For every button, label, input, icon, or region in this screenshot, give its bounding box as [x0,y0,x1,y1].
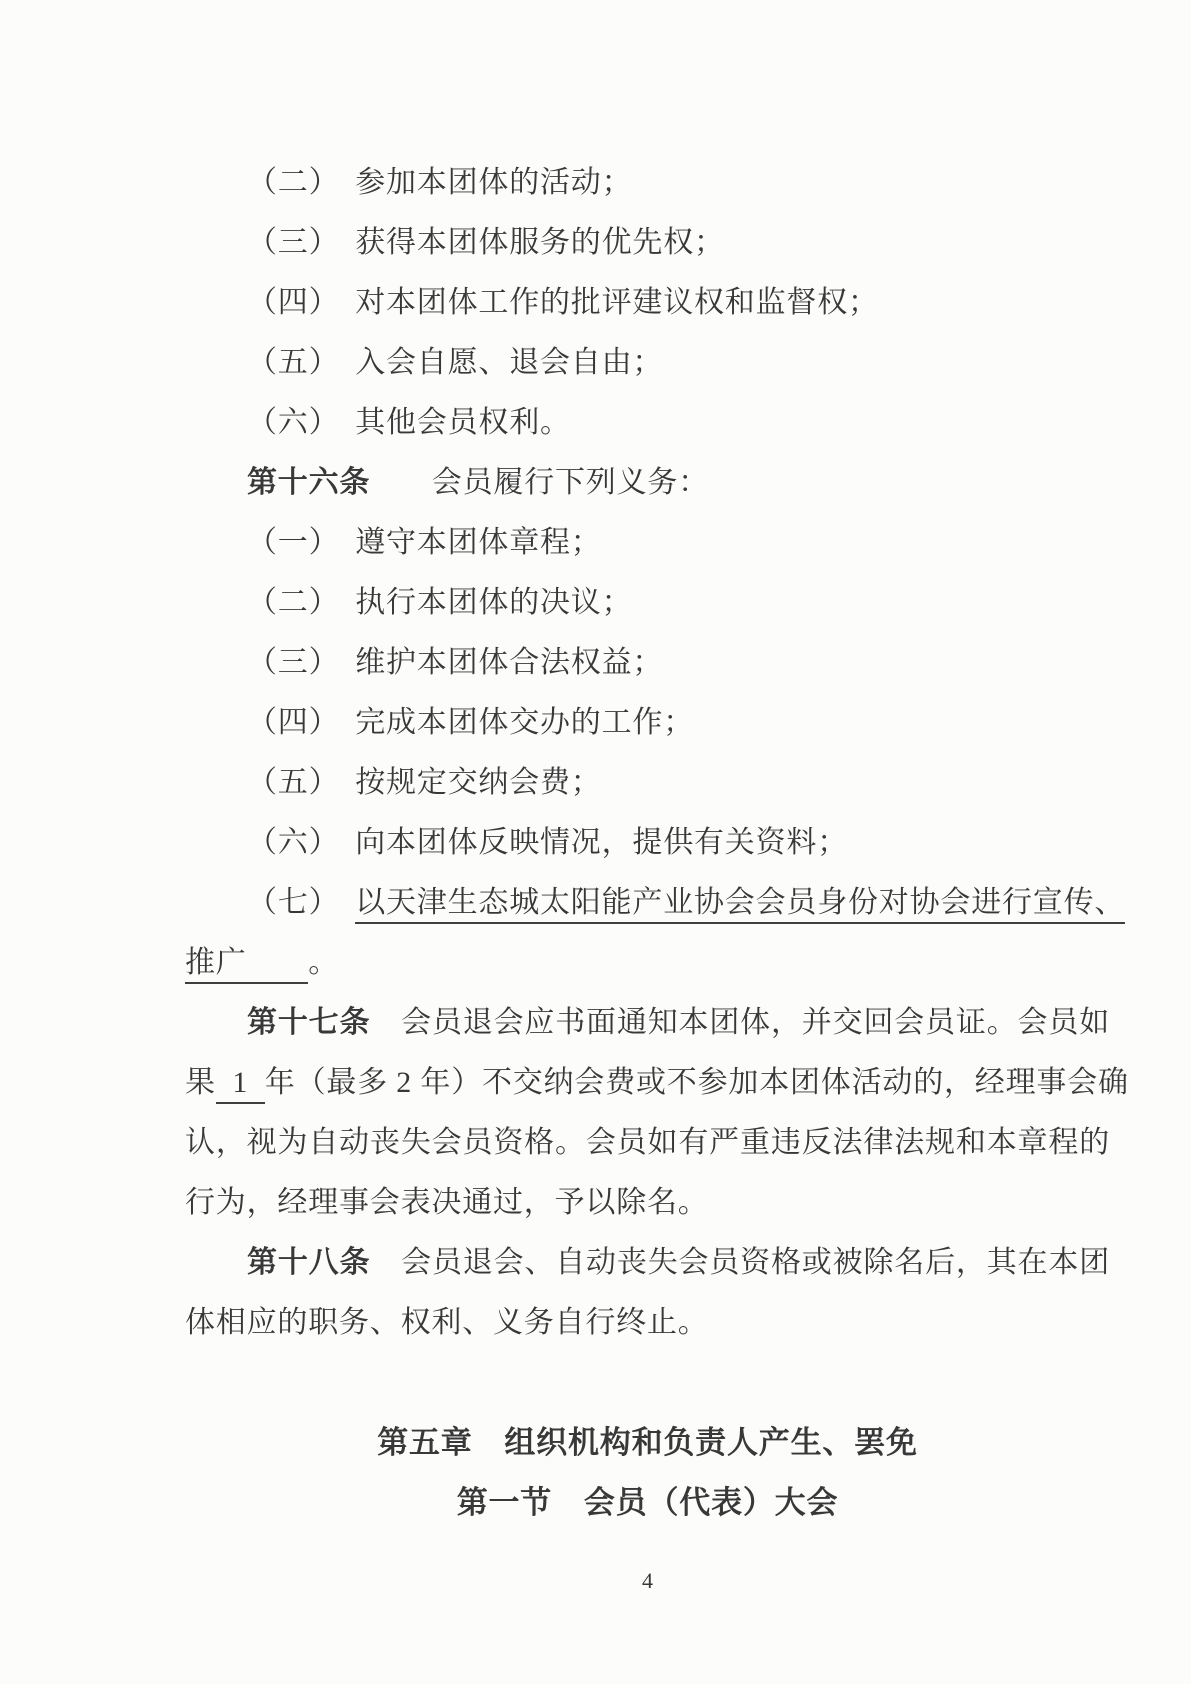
text-segment: （三） 维护本团体合法权益； [247,646,664,679]
text-segment: 第一节 会员（代表）大会 [456,1485,839,1520]
section-heading [185,1473,1110,1533]
list-item-line [185,273,1110,333]
chapter-heading [185,1413,1110,1473]
text-segment: 体相应的职务、权利、义务自行终止。 [185,1306,709,1339]
list-item-line [185,873,1126,933]
list-item-line [185,393,1110,453]
text-segment: （一） 遵守本团体章程； [247,526,602,559]
text-segment: （六） 其他会员权利。 [247,406,571,439]
paragraph-line [185,1293,1110,1353]
underlined-text-segment: 推广 [185,946,308,984]
text-segment: （五） 入会自愿、退会自由； [247,346,664,379]
list-item-line [185,153,1110,213]
text-segment: 认，视为自动丧失会员资格。会员如有严重违反法律法规和本章程的 [185,1126,1110,1159]
text-segment: 会员退会应书面通知本团体，并交回会员证。会员如 [370,1006,1111,1039]
list-item-line [185,333,1110,393]
paragraph-line [185,1113,1110,1173]
text-segment: 。 [308,946,340,979]
list-item-line [185,753,1110,813]
paragraph-line [185,933,1110,993]
text-segment: 第十六条 [247,466,371,499]
text-segment: （四） 对本团体工作的批评建议权和监督权； [247,286,879,319]
text-segment: （四） 完成本团体交办的工作； [247,706,694,739]
text-segment: 会员履行下列义务： [370,466,710,499]
paragraph-line [185,1233,1110,1293]
list-item-line [185,513,1110,573]
page-number [185,1551,1110,1611]
text-segment: 4 [642,1568,653,1593]
text-segment: （六） 向本团体反映情况，提供有关资料； [247,826,848,859]
text-segment: （七） [247,886,356,919]
list-item-line [185,453,1110,513]
text-segment: 第十八条 [247,1246,371,1279]
text-segment: 会员退会、自动丧失会员资格或被除名后，其在本团 [370,1246,1111,1279]
text-segment: （二） 参加本团体的活动； [247,166,633,199]
text-segment: （五） 按规定交纳会费； [247,766,602,799]
document-body [185,153,1129,1611]
list-item-line [185,573,1110,633]
list-item-line [185,633,1110,693]
text-segment: 第十七条 [247,1006,371,1039]
text-segment: 行为，经理事会表决通过，予以除名。 [185,1186,709,1219]
underlined-text-segment: 1 [216,1066,265,1104]
text-segment: （三） 获得本团体服务的优先权； [247,226,725,259]
paragraph-line [185,1173,1110,1233]
underlined-text-segment: 以天津生态城太阳能产业协会会员身份对协会进行宣传、 [355,886,1125,924]
list-item-line [185,693,1110,753]
paragraph-line [185,1053,1129,1113]
text-segment: 第五章 组织机构和负责人产生、罢免 [377,1425,918,1460]
text-segment: 果 [185,1066,216,1099]
paragraph-line [185,993,1110,1053]
text-segment: 年（最多 2 年）不交纳会费或不参加本团体活动的，经理事会确 [264,1066,1129,1099]
text-segment: （二） 执行本团体的决议； [247,586,633,619]
list-item-line [185,213,1110,273]
list-item-line [185,813,1110,873]
